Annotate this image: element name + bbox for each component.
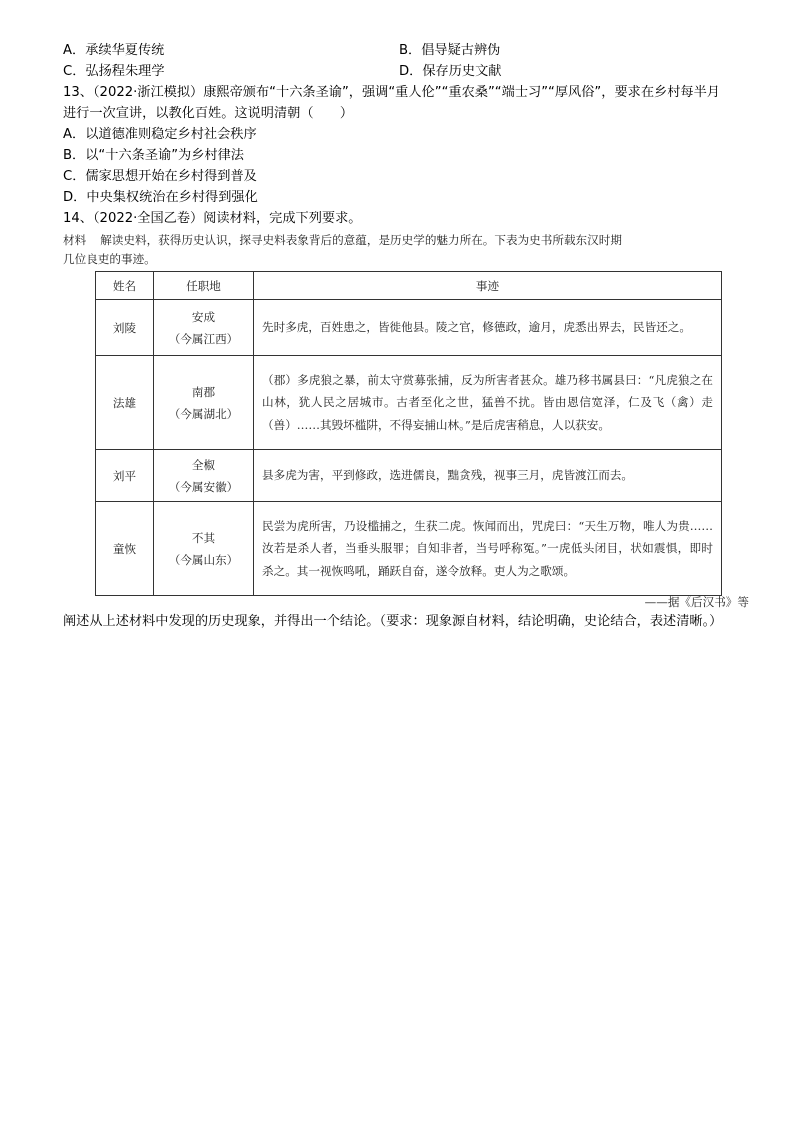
q12-option-b: B．倡导疑古辨伪 (399, 43, 501, 58)
q12-option-c: C．弘扬程朱理学 (63, 64, 165, 79)
q12-option-a: A．承续华夏传统 (63, 43, 165, 58)
q13-stem-line2: 进行一次宣讲，以教化百姓。这说明清朝（ ） (63, 106, 354, 121)
material-line1 (63, 231, 622, 250)
place-name: 南郡 (191, 384, 216, 399)
row-name: 刘陵 (96, 300, 154, 356)
q14-requirement: 阐述从上述材料中发现的历史现象，并得出一个结论。（要求：现象源自材料，结论明确，史论结合，表述清晰。） (63, 614, 723, 629)
table-row (96, 450, 722, 502)
q13-stem-line1: 13、（2022·浙江模拟）康熙帝颁布“十六条圣谕”，强调“重人伦”“重农桑”“端士习”“厚风俗”，要求在乡村每半月 (63, 85, 720, 100)
row-deed: 先时多虎，百姓患之，皆徙他县。陵之官，修德政，逾月，虎悉出界去，民皆还之。 (254, 300, 722, 356)
header-name: 姓名 (96, 272, 154, 300)
row-name: 刘平 (96, 450, 154, 502)
row-place (154, 502, 254, 596)
place-name: 不其 (191, 530, 216, 545)
header-place: 任职地 (154, 272, 254, 300)
place-modern: （今属山东） (168, 552, 239, 567)
q14-stem: 14、（2022·全国乙卷）阅读材料，完成下列要求。 (63, 211, 362, 226)
q13-option-c: C．儒家思想开始在乡村得到普及 (63, 169, 257, 184)
deeds-table (95, 271, 722, 596)
table-header-row (96, 272, 722, 300)
row-place (154, 450, 254, 502)
row-place (154, 300, 254, 356)
q13-option-d: D．中央集权统治在乡村得到强化 (63, 190, 258, 205)
row-place (154, 356, 254, 450)
q13-option-a: A．以道德准则稳定乡村社会秩序 (63, 127, 257, 142)
row-name: 法雄 (96, 356, 154, 450)
place-name: 安成 (191, 309, 216, 324)
place-modern: （今属安徽） (168, 479, 239, 494)
row-name: 童恢 (96, 502, 154, 596)
row-deed: （郡）多虎狼之暴，前太守赏募张捕，反为所害者甚众。雄乃移书属县曰：“凡虎狼之在山林，犹人民之居城市。古者至化之世，猛兽不扰。皆由恩信宽泽，仁及飞（禽）走（兽）……其毁坏槛阱，不得妄捕山林。”是后虎害稍息，人以获安。 (254, 356, 722, 450)
material-line2: 几位良吏的事迹。 (63, 252, 156, 266)
row-deed: 县多虎为害，平到修政，选进儒良，黜贪残，视事三月，虎皆渡江而去。 (254, 450, 722, 502)
table-row (96, 502, 722, 596)
q13-option-b: B．以“十六条圣谕”为乡村律法 (63, 148, 244, 163)
q12-option-d: D．保存历史文献 (399, 64, 502, 79)
header-deed: 事迹 (254, 272, 722, 300)
material-text-1: 解读史料，获得历史认识，探寻史料表象背后的意蕴，是历史学的魅力所在。下表为史书所载东汉时期 (100, 233, 622, 247)
row-deed: 民尝为虎所害，乃设槛捕之，生获二虎。恢闻而出，咒虎曰：“天生万物，唯人为贵……汝若是杀人者，当垂头服罪；自知非者，当号呼称冤。”一虎低头闭目，状如震惧，即时杀之。其一视恢鸣吼，踊跃自奋，遂令放释。吏人为之歌颂。 (254, 502, 722, 596)
place-modern: （今属湖北） (168, 406, 239, 421)
place-name: 全椒 (191, 457, 216, 472)
material-label: 材料 (63, 233, 87, 247)
source-citation: ——据《后汉书》等 (644, 595, 749, 609)
table-row (96, 356, 722, 450)
place-modern: （今属江西） (168, 331, 239, 346)
table-row (96, 300, 722, 356)
